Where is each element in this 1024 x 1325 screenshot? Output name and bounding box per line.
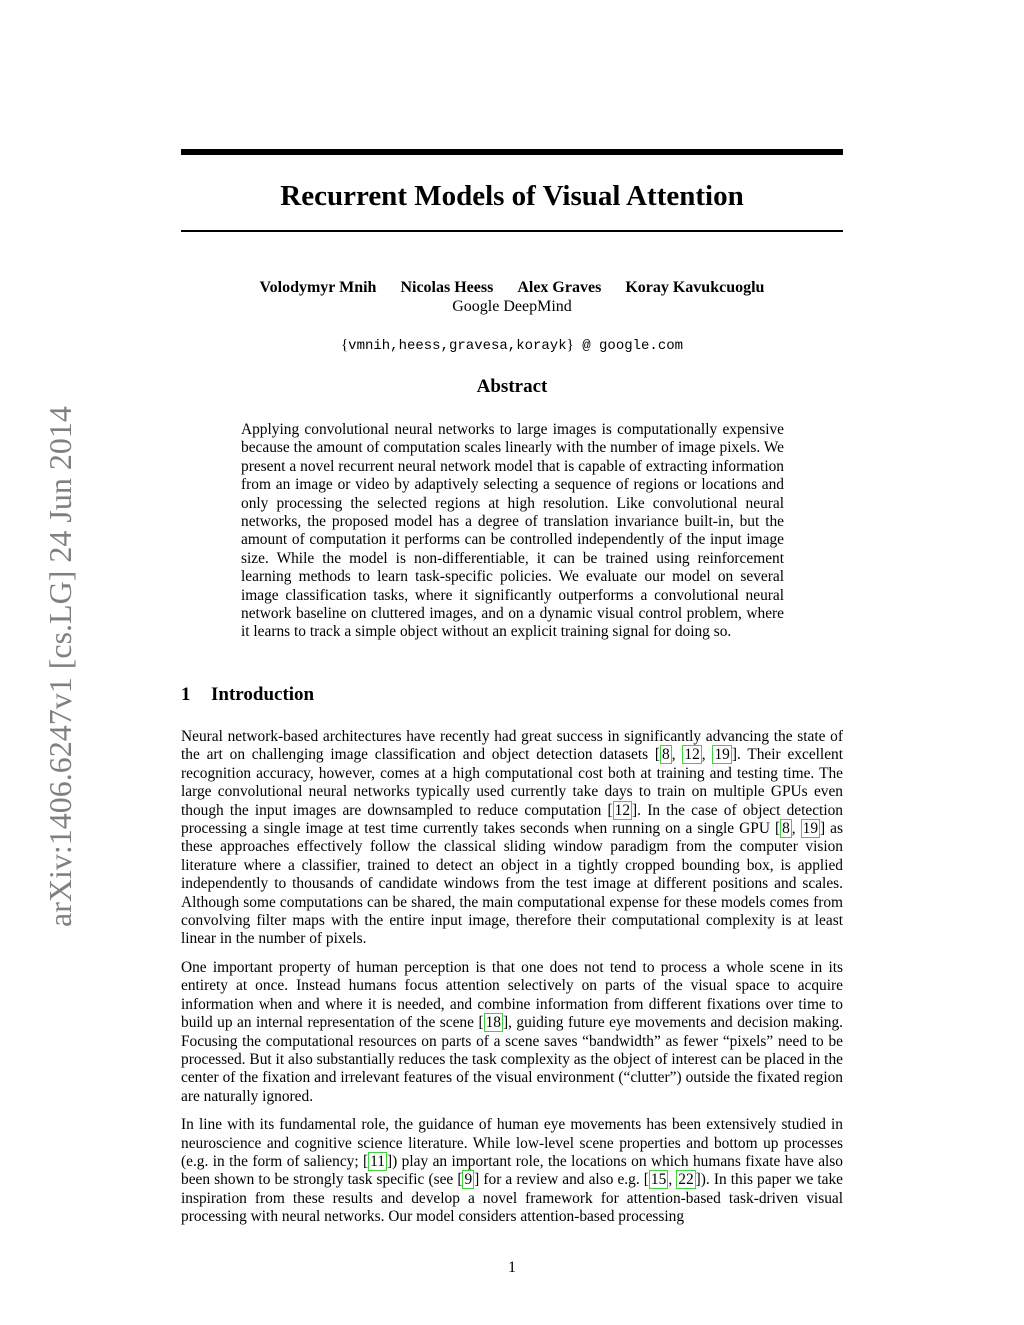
author: Alex Graves xyxy=(517,279,602,296)
email-domain: @ google.com xyxy=(573,338,684,354)
citation-link[interactable]: 8 xyxy=(662,746,670,764)
email-users: vmnih,heess,gravesa,korayk xyxy=(348,338,567,354)
section-heading xyxy=(181,683,581,707)
author: Koray Kavukcuoglu xyxy=(625,279,765,296)
text-run: ] for a review and also e.g. [ xyxy=(474,1171,649,1189)
text-run: , xyxy=(701,746,713,764)
text-run: In line with its fundamental role, the guidance of human eye movements has been extensively studied in neuroscience and cognitive science literature. While low-level scene properties and bottom up processes (e.g. in the form of saliency; [ xyxy=(181,1116,843,1170)
section-title: Introduction xyxy=(211,684,315,705)
arxiv-identifier: arXiv:1406.6247v1 [cs.LG] 24 Jun 2014 xyxy=(42,406,78,927)
paragraph xyxy=(181,1116,843,1226)
citation-link[interactable]: 12 xyxy=(684,746,700,764)
email-brace-close: } xyxy=(566,337,574,353)
section-number: 1 xyxy=(181,684,191,705)
affiliation: Google DeepMind xyxy=(452,298,572,315)
citation-link[interactable]: 19 xyxy=(802,820,819,838)
author: Nicolas Heess xyxy=(400,279,494,296)
text-run: ]) play an important role, the locations on which humans fixate have also been shown to be strongly task specific (see [ xyxy=(181,1152,843,1189)
text-run: One important property of human perception is that one does not tend to process a whole scene in its entirety at once. Instead humans focus attention selectively on parts of the visual space to acquire information when and where it is needed, and combine information from different fixations over time to build up an internal representation of the scene [ xyxy=(181,958,843,1032)
citation-link[interactable]: 18 xyxy=(485,1014,501,1032)
text-run: ], guiding future eye movements and decision making. Focusing the computational resources on parts of a scene saves “bandwidth” as fewer “pixels” need to be processed. But it also substantially reduces the task complexity as the object of interest can be placed in the center of the fixation and irrelevant features of the visual environment (“clutter”) outside the fixated region are naturally ignored. xyxy=(181,1014,843,1105)
text-run: , xyxy=(791,820,801,838)
author-list xyxy=(181,278,843,298)
paper-title: Recurrent Models of Visual Attention xyxy=(280,180,744,212)
text-run: ]. In the case of object detection processing a single image at test time currently takes seconds when running on a single GPU [ xyxy=(181,801,843,838)
citation-link[interactable]: 9 xyxy=(464,1171,473,1189)
author: Volodymyr Mnih xyxy=(259,279,377,296)
citation-link[interactable]: 15 xyxy=(650,1171,667,1189)
title-top-rule xyxy=(181,149,843,155)
citation-link[interactable]: 8 xyxy=(782,820,790,838)
text-run: ]. Their excellent recognition accuracy, however, comes at a high computational cost both at training and testing time. The large convolutional neural networks typically used currently take days to train on multiple GPUs even though the input images are downsampled to reduce computation [ xyxy=(181,746,843,819)
email-address xyxy=(181,335,843,356)
text-run: Neural network-based architectures have recently had great success in significantly advancing the state of the art on challenging image classification and object detection datasets [ xyxy=(181,728,843,764)
text-run: ]). In this paper we take inspiration from these results and develop a novel framework for attention-based task-driven visual processing with neural networks. Our model considers attention-based processing xyxy=(181,1171,843,1226)
citation-link[interactable]: 22 xyxy=(678,1171,694,1189)
page-number: 1 xyxy=(508,1259,516,1276)
body-text xyxy=(181,728,843,1237)
text-run: ] as these approaches effectively follow the classical sliding window paradigm from the computer vision literature where a classifier, trained to detect an object in a tightly cropped bounding box, is applied independently to thousands of candidate windows from the test image at different positions and scales. Although some computations can be shared, the main computational expense for these models comes from convolving filter maps with the entire input image, therefore their computational complexity is at least linear in the number of pixels. xyxy=(181,820,844,948)
citation-link[interactable]: 11 xyxy=(370,1152,385,1170)
citation-link[interactable]: 12 xyxy=(614,801,631,819)
text-run: , xyxy=(668,1171,677,1189)
text-run: , xyxy=(671,746,683,764)
abstract-heading: Abstract xyxy=(476,376,548,397)
paragraph xyxy=(181,728,843,949)
title-bottom-rule xyxy=(181,230,843,232)
email-brace-open: { xyxy=(340,337,349,353)
citation-link[interactable]: 19 xyxy=(714,746,730,764)
paragraph xyxy=(181,959,843,1106)
abstract-text: Applying convolutional neural networks to large images is computationally expensive because the amount of computation scales linearly with the number of image pixels. We present a novel recurrent neural network model that is capable of extracting information from an image or video by adaptively selecting a sequence of regions or locations and only processing the selected regions at high resolution. Like convolutional neural networks, the proposed model has a degree of translation invariance built-in, but the amount of computation it performs can be controlled independently of the input image size. While the model is non-differentiable, it can be trained using reinforcement learning methods to learn task-specific policies. We evaluate our model on several image classification tasks, where it significantly outperforms a convolutional neural network baseline on cluttered images, and on a dynamic visual control problem, where it learns to track a simple object without an explicit training signal for doing so. xyxy=(241,421,784,641)
